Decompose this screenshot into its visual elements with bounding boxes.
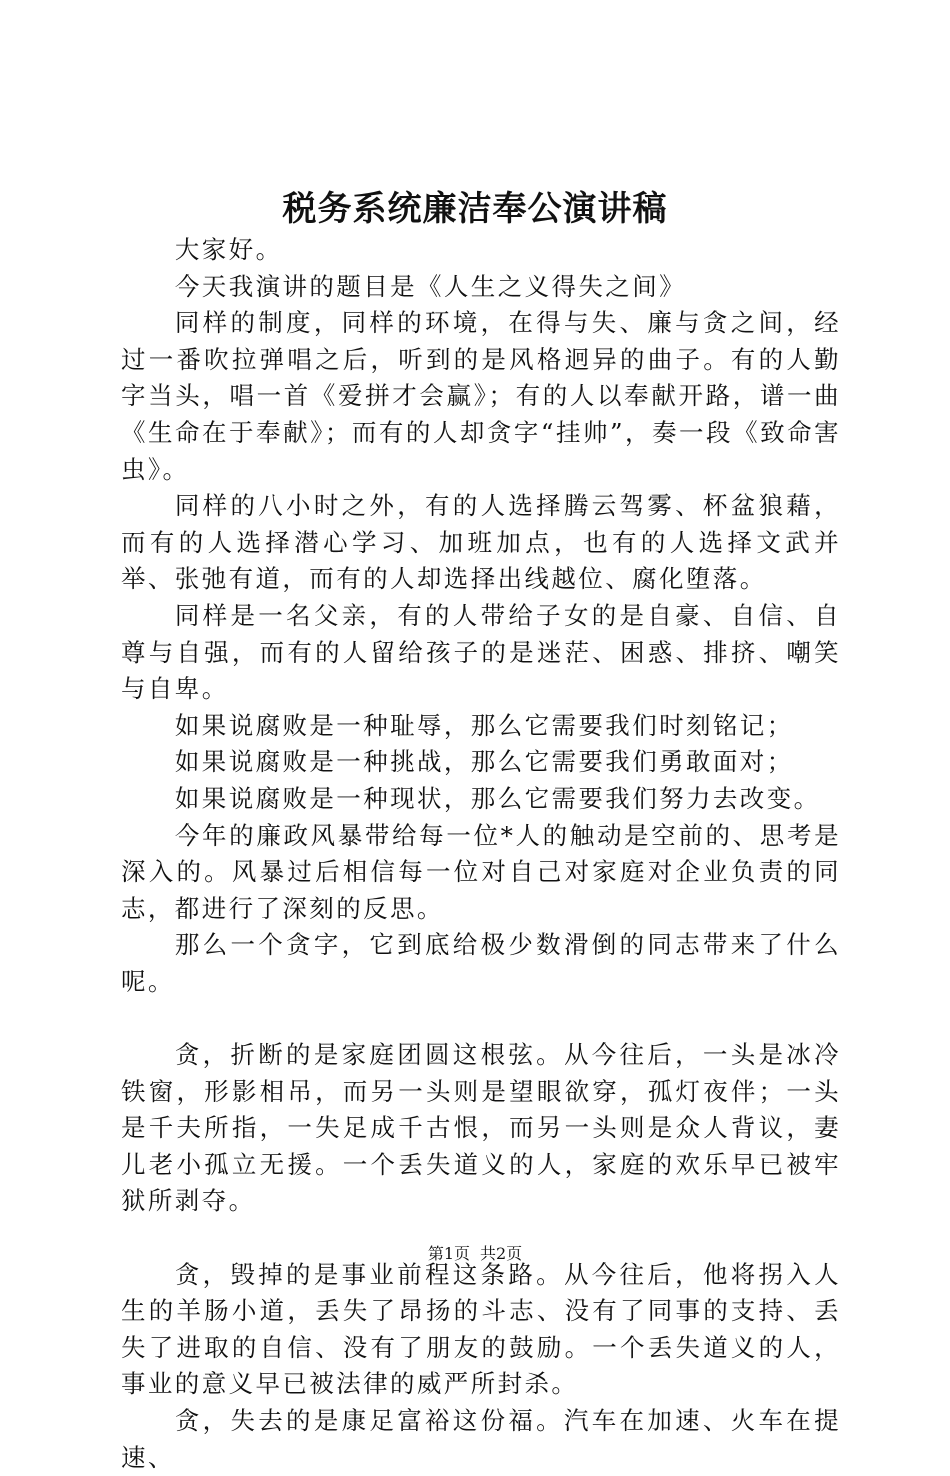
page-number: 第1页 [427,1244,470,1263]
document-body [121,232,841,1476]
paragraph-corruption-challenge: 如果说腐败是一种挑战，那么它需要我们勇敢面对； [174,747,794,777]
paragraph-question: 那么一个贪字，它到底给极少数滑倒的同志带来了什么呢。 [121,930,841,996]
paragraph-topic: 今天我演讲的题目是《人生之义得失之间》 [174,271,686,301]
paragraph-corruption-status: 如果说腐败是一种现状，那么它需要我们努力去改变。 [174,783,821,813]
paragraph-corruption-shame: 如果说腐败是一种耻辱，那么它需要我们时刻铭记； [174,710,794,740]
paragraph-family: 贪，折断的是家庭团圆这根弦。从今往后，一头是冰冷铁窗，形影相吊，而另一头则是望眼欲穿，孤灯夜伴；一头是千夫所指，一失足成千古恨，而另一头则是众人背议，妻儿老小孤立无援。一个丢失道义的人，家庭的欢乐早已被牢狱所剥夺。 [121,1040,841,1216]
document-title: 税务系统廉洁奉公演讲稿 [282,189,668,229]
paragraph-after-hours: 同样的八小时之外，有的人选择腾云驾雾、杯盆狼藉，而有的人选择潜心学习、加班加点，也有的人选择文武并举、张弛有道，而有的人却选择出线越位、腐化堕落。 [121,491,841,594]
paragraph-storm: 今年的廉政风暴带给每一位*人的触动是空前的、思考是深入的。风暴过后相信每一位对自己对家庭对企业负责的同志，都进行了深刻的反思。 [121,820,841,923]
page-total: 共2页 [480,1244,523,1263]
paragraph-career: 贪，毁掉的是事业前程这条路。从今往后，他将拐入人生的羊肠小道，丢失了昂扬的斗志、没有了同事的支持、丢失了进取的自信、没有了朋友的鼓励。一个丢失道义的人，事业的意义早已被法律的威严所封杀。 [121,1259,841,1399]
paragraph-greeting: 大家好。 [174,235,283,264]
paragraph-wealth: 贪，失去的是康足富裕这份福。汽车在加速、火车在提速、 [121,1406,841,1472]
paragraph-father: 同样是一名父亲，有的人带给子女的是自豪、自信、自尊与自强，而有的人留给孩子的是迷茫、困惑、排挤、嘲笑与自卑。 [121,600,841,704]
paragraph-same-system: 同样的制度，同样的环境，在得与失、廉与贪之间，经过一番吹拉弹唱之后，听到的是风格迥异的曲子。有的人勤字当头，唱一首《爱拼才会赢》；有的人以奉献开路，谱一曲《生命在于奉献》；而有的人却贪字“挂帅”，奏一段《致命害虫》。 [121,308,841,484]
page-footer [0,1242,950,1266]
